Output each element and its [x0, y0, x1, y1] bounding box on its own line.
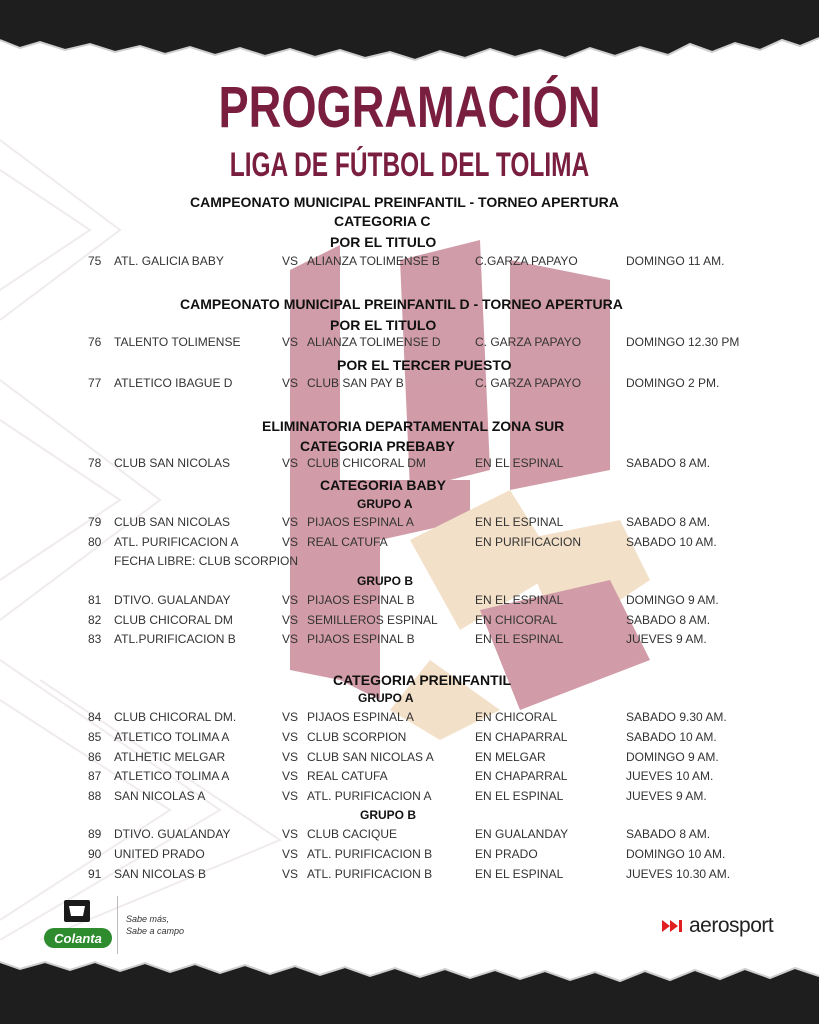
torn-paper-bottom — [0, 954, 819, 1024]
home-team: ATLETICO TOLIMA A — [114, 769, 230, 784]
away-team: REAL CATUFA — [307, 535, 388, 549]
match-number: 91 — [88, 867, 102, 881]
away-team: ALIANZA TOLIMENSE D — [307, 335, 441, 349]
sponsor-tagline — [126, 913, 184, 937]
away-team: SEMILLEROS ESPINAL — [307, 612, 438, 627]
match-time: JUEVES 10.30 AM. — [626, 867, 731, 881]
page-title: PROGRAMACIÓN — [218, 75, 601, 140]
match-number: 77 — [88, 376, 102, 390]
group-heading: GRUPO A — [357, 497, 413, 511]
match-row — [0, 769, 819, 785]
match-time: JUEVES 9 AM. — [626, 789, 707, 804]
away-team: ATL. PURIFICACION A — [307, 789, 432, 804]
tagline-line: Sabe a campo — [126, 926, 185, 936]
category-heading: CATEGORIA PREINFANTIL — [333, 672, 512, 688]
fast-forward-icon — [662, 919, 686, 933]
match-time: JUEVES 9 AM. — [626, 632, 707, 646]
group-heading: GRUPO B — [357, 574, 414, 588]
phase-heading: POR EL TITULO — [330, 234, 437, 250]
vs-label: VS — [282, 769, 299, 784]
match-number: 86 — [88, 749, 102, 764]
category-heading: CATEGORIA BABY — [320, 477, 446, 493]
vs-label: VS — [282, 254, 299, 268]
venue: EN EL ESPINAL — [475, 789, 564, 804]
away-team: CLUB SCORPION — [307, 729, 407, 744]
match-time: JUEVES 10 AM. — [626, 769, 714, 784]
match-time: SABADO 10 AM. — [626, 535, 717, 549]
home-team: CLUB CHICORAL DM — [114, 612, 233, 627]
phase-heading: POR EL TERCER PUESTO — [337, 357, 512, 373]
match-number: 78 — [88, 456, 102, 470]
vs-label: VS — [282, 376, 299, 390]
match-time: SABADO 8 AM. — [626, 827, 711, 841]
away-team: REAL CATUFA — [307, 769, 388, 784]
away-team: ATL. PURIFICACION B — [307, 847, 433, 861]
vs-label: VS — [282, 515, 299, 529]
vs-label: VS — [282, 827, 299, 841]
vs-label: VS — [282, 535, 299, 549]
vs-label: VS — [282, 867, 299, 881]
venue: EN EL ESPINAL — [475, 593, 564, 607]
match-number: 89 — [88, 827, 102, 841]
home-team: ATL. GALICIA BABY — [114, 254, 224, 268]
match-time: SABADO 8 AM. — [626, 456, 711, 470]
vs-label: VS — [282, 335, 299, 349]
match-row — [0, 847, 819, 863]
match-row — [0, 750, 819, 766]
venue: EN CHICORAL — [475, 612, 558, 627]
home-team: ATLHETIC MELGAR — [114, 749, 226, 764]
match-row — [0, 632, 819, 648]
away-team: CLUB CHICORAL DM — [307, 456, 426, 470]
away-team: PIJAOS ESPINAL B — [307, 632, 415, 646]
vs-label: VS — [282, 749, 299, 764]
vs-label: VS — [282, 593, 299, 607]
venue: EN EL ESPINAL — [475, 515, 564, 529]
match-time: DOMINGO 11 AM. — [626, 254, 725, 268]
away-team: PIJAOS ESPINAL A — [307, 710, 414, 724]
match-row — [0, 827, 819, 843]
match-row — [0, 730, 819, 746]
match-number: 90 — [88, 847, 102, 861]
match-row — [0, 867, 819, 883]
venue: EN EL ESPINAL — [475, 456, 564, 470]
home-team: DTIVO. GUALANDAY — [114, 593, 231, 607]
home-team: SAN NICOLAS B — [114, 867, 207, 881]
away-team: ALIANZA TOLIMENSE B — [307, 254, 440, 268]
venue: C. GARZA PAPAYO — [475, 335, 582, 349]
match-time: SABADO 9.30 AM. — [626, 710, 727, 724]
away-team: CLUB SAN NICOLAS A — [307, 749, 434, 764]
footer-divider — [117, 896, 118, 954]
venue: EN CHICORAL — [475, 710, 558, 724]
venue: EN PRADO — [475, 847, 538, 861]
home-team: ATLETICO TOLIMA A — [114, 729, 230, 744]
category-heading: CATEGORIA C — [334, 213, 431, 229]
sponsor-name: Colanta — [54, 931, 102, 946]
vs-label: VS — [282, 612, 299, 627]
venue: EN CHAPARRAL — [475, 769, 568, 784]
match-number: 80 — [88, 535, 102, 549]
match-number: 79 — [88, 515, 102, 529]
home-team: SAN NICOLAS A — [114, 789, 206, 804]
vs-label: VS — [282, 789, 299, 804]
venue: EN MELGAR — [475, 749, 546, 764]
away-team: PIJAOS ESPINAL A — [307, 515, 414, 529]
section-heading: CAMPEONATO MUNICIPAL PREINFANTIL - TORNEO APERTURA — [190, 194, 619, 210]
match-row — [0, 515, 819, 531]
match-number: 75 — [88, 254, 102, 268]
match-time: SABADO 10 AM. — [626, 729, 717, 744]
vs-label: VS — [282, 456, 299, 470]
match-number: 87 — [88, 769, 102, 784]
venue: C.GARZA PAPAYO — [475, 254, 578, 268]
venue: EN CHAPARRAL — [475, 729, 568, 744]
vs-label: VS — [282, 729, 299, 744]
venue: EN EL ESPINAL — [475, 632, 564, 646]
vs-label: VS — [282, 632, 299, 646]
match-row — [0, 593, 819, 609]
match-time: DOMINGO 9 AM. — [626, 749, 719, 764]
venue: C. GARZA PAPAYO — [475, 376, 582, 390]
home-team: ATL. PURIFICACION A — [114, 535, 239, 549]
match-number: 88 — [88, 789, 102, 804]
group-heading: GRUPO B — [360, 808, 417, 822]
section-heading: CAMPEONATO MUNICIPAL PREINFANTIL D - TORNEO APERTURA — [180, 296, 623, 312]
vs-label: VS — [282, 710, 299, 724]
match-time: DOMINGO 9 AM. — [626, 593, 719, 607]
partner-name: aerosport — [689, 914, 774, 937]
category-heading: CATEGORIA PREBABY — [300, 438, 455, 454]
home-team: UNITED PRADO — [114, 847, 205, 861]
torn-paper-top — [0, 0, 819, 70]
free-date-note: FECHA LIBRE: CLUB SCORPION — [114, 554, 299, 568]
home-team: TALENTO TOLIMENSE — [114, 335, 241, 349]
page-subtitle: LIGA DE FÚTBOL DEL TOLIMA — [229, 146, 590, 184]
home-team: DTIVO. GUALANDAY — [114, 827, 231, 841]
match-row — [0, 456, 819, 472]
home-team: CLUB SAN NICOLAS — [114, 515, 231, 529]
home-team: CLUB CHICORAL DM. — [114, 710, 237, 724]
match-row — [0, 535, 819, 551]
match-time: SABADO 8 AM. — [626, 515, 711, 529]
group-heading: GRUPO A — [358, 691, 414, 705]
match-number: 84 — [88, 710, 102, 724]
home-team: ATLETICO IBAGUE D — [114, 376, 233, 390]
match-row — [0, 376, 819, 392]
vs-label: VS — [282, 847, 299, 861]
away-team: PIJAOS ESPINAL B — [307, 593, 415, 607]
match-row — [0, 335, 819, 351]
match-row — [0, 789, 819, 805]
match-time: DOMINGO 2 PM. — [626, 376, 720, 390]
venue: EN PURIFICACION — [475, 535, 582, 549]
match-number: 82 — [88, 612, 102, 627]
match-row — [0, 613, 819, 629]
colanta-logo — [44, 896, 114, 952]
aerosport-logo — [662, 914, 773, 938]
away-team: CLUB SAN PAY B — [307, 376, 404, 390]
tagline-line: Sabe más, — [126, 914, 170, 924]
away-team: ATL. PURIFICACION B — [307, 867, 433, 881]
match-row — [0, 254, 819, 270]
match-number: 81 — [88, 593, 102, 607]
match-row — [0, 710, 819, 726]
phase-heading: POR EL TITULO — [330, 317, 437, 333]
home-team: ATL.PURIFICACION B — [114, 632, 236, 646]
match-number: 83 — [88, 632, 102, 646]
venue: EN EL ESPINAL — [475, 867, 564, 881]
away-team: CLUB CACIQUE — [307, 827, 398, 841]
section-heading: ELIMINATORIA DEPARTAMENTAL ZONA SUR — [262, 418, 565, 434]
match-number: 76 — [88, 335, 102, 349]
match-time: DOMINGO 12.30 PM — [626, 335, 740, 349]
venue: EN GUALANDAY — [475, 827, 569, 841]
match-time: SABADO 8 AM. — [626, 612, 711, 627]
match-time: DOMINGO 10 AM. — [626, 847, 726, 861]
match-number: 85 — [88, 729, 102, 744]
home-team: CLUB SAN NICOLAS — [114, 456, 231, 470]
